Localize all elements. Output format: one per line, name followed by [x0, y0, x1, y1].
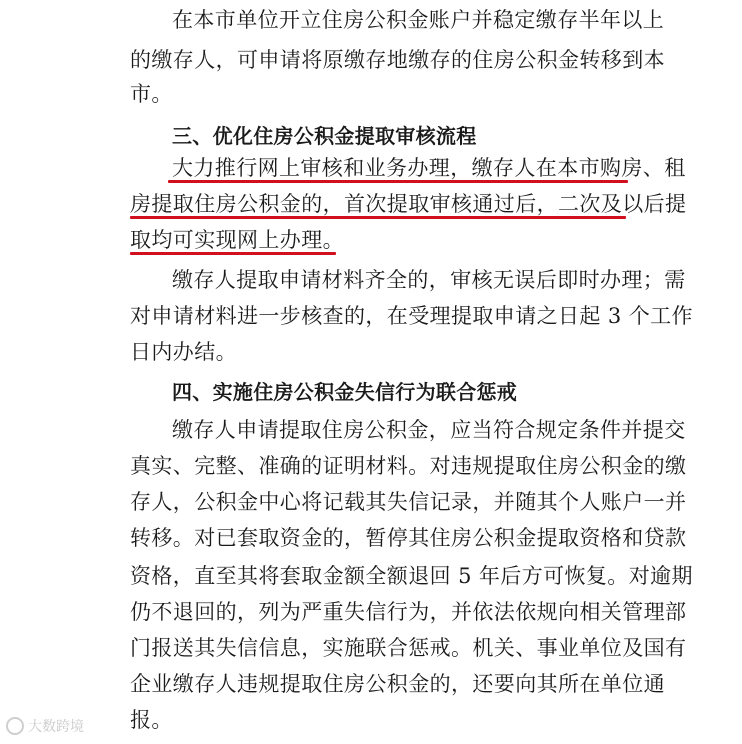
- paragraph-line: 的缴存人，可申请将原缴存地缴存的住房公积金转移到本: [130, 48, 665, 72]
- paragraph-line: 缴存人申请提取住房公积金，应当符合规定条件并提交: [172, 418, 686, 442]
- red-underline: [168, 180, 628, 183]
- section-heading: 三、优化住房公积金提取审核流程: [172, 124, 477, 148]
- paragraph-line: 资格，直至其将套取金额全额退回 5 年后方可恢复。对逾期: [130, 564, 693, 588]
- red-underline: [130, 252, 336, 255]
- paragraph-line: 真实、完整、准确的证明材料。对违规提取住房公积金的缴: [130, 454, 687, 478]
- watermark: [6, 716, 84, 736]
- paragraph-line: 在本市单位开立住房公积金账户并稳定缴存半年以上: [172, 8, 665, 32]
- paragraph-line: 缴存人提取申请材料齐全的，审核无误后即时办理；需: [172, 268, 686, 292]
- paragraph-line: 对申请材料进一步核查的，在受理提取申请之日起 3 个工作: [130, 304, 693, 328]
- highlighted-line: 取均可实现网上办理。: [130, 228, 344, 252]
- paragraph-line: 市。: [130, 82, 173, 106]
- highlighted-line: 房提取住房公积金的，首次提取审核通过后，二次及以后提: [130, 192, 687, 216]
- paragraph-line: 报。: [130, 708, 173, 732]
- paragraph-line: 转移。对已套取资金的，暂停其住房公积金提取资格和贷款: [130, 526, 687, 550]
- highlighted-line: 大力推行网上审核和业务办理，缴存人在本市购房、租: [172, 156, 686, 180]
- paragraph-line: 仍不退回的，列为严重失信行为，并依法依规向相关管理部: [130, 600, 687, 624]
- section-heading: 四、实施住房公积金失信行为联合惩戒: [172, 380, 518, 404]
- red-underline: [130, 216, 626, 219]
- watermark-text: 大数跨境: [28, 719, 84, 735]
- watermark-logo-icon: [6, 717, 24, 735]
- paragraph-line: 企业缴存人违规提取住房公积金的，还要向其所在单位通: [130, 672, 665, 696]
- paragraph-line: 日内办结。: [130, 340, 237, 364]
- paragraph-line: 门报送其失信信息，实施联合惩戒。机关、事业单位及国有: [130, 636, 687, 660]
- paragraph-line: 存人，公积金中心将记载其失信记录，并随其个人账户一并: [130, 490, 687, 514]
